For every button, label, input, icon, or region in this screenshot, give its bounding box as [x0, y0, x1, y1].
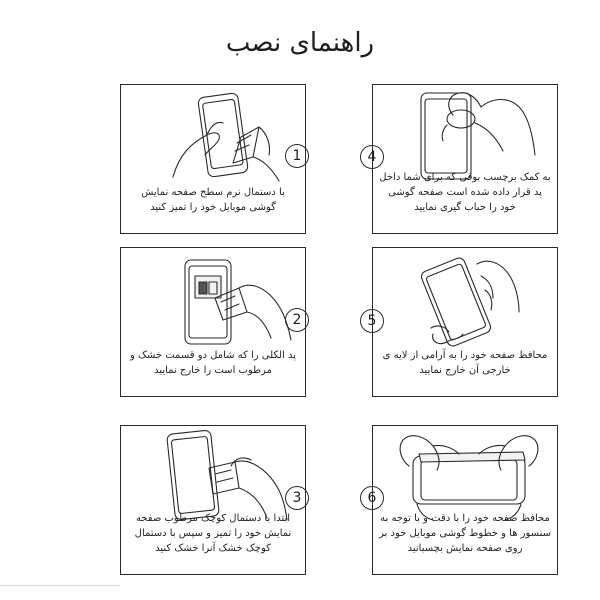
step-card-2	[120, 247, 306, 397]
step-text-3: ابتدا با دستمال کوچک مرطوب صفحه نمایش خود را تمیز و سپس با دستمال کوچک خشک آنرا خشک کنید	[134, 513, 292, 554]
step-number-2: 2	[285, 308, 309, 332]
step-card-4	[372, 84, 558, 234]
alcohol-pad-illustration	[121, 248, 305, 348]
step-card-1	[120, 84, 306, 234]
step-text-4: به کمک برچسب بوقی که برای شما داخل پد قرار داده شده است صفحه گوشی خود را حباب گیری نمایید	[379, 172, 551, 213]
step-number-6: 6	[360, 486, 384, 510]
step-card-5	[372, 247, 558, 397]
page-title: راهنمای نصب	[225, 28, 375, 58]
step-text-6: محافظ صفحه خود را با دقت و با توجه به سنسور ها و خطوط گوشی موبایل خود بر روی صفحه نمایش بچسبانید	[379, 513, 551, 554]
footer-divider	[0, 585, 120, 586]
step-text-5: محافظ صفحه خود را به آرامی از لایه ی خارجی آن خارج نمایید	[382, 350, 548, 376]
step-text-2: پد الکلی را که شامل دو قسمت خشک و مرطوب است را خارج نمایید	[129, 350, 296, 376]
step-card-6	[372, 425, 558, 575]
clean-screen-illustration	[121, 85, 305, 185]
step-number-1: 1	[285, 144, 309, 168]
step-number-3: 3	[285, 486, 309, 510]
step-text-1: با دستمال نرم سطح صفحه نمایش گوشی موبایل خود را تمیز کنید	[141, 187, 285, 213]
step-card-3	[120, 425, 306, 575]
step-number-5: 5	[360, 309, 384, 333]
step-number-4: 4	[360, 145, 384, 169]
peel-protector-illustration	[373, 248, 557, 348]
